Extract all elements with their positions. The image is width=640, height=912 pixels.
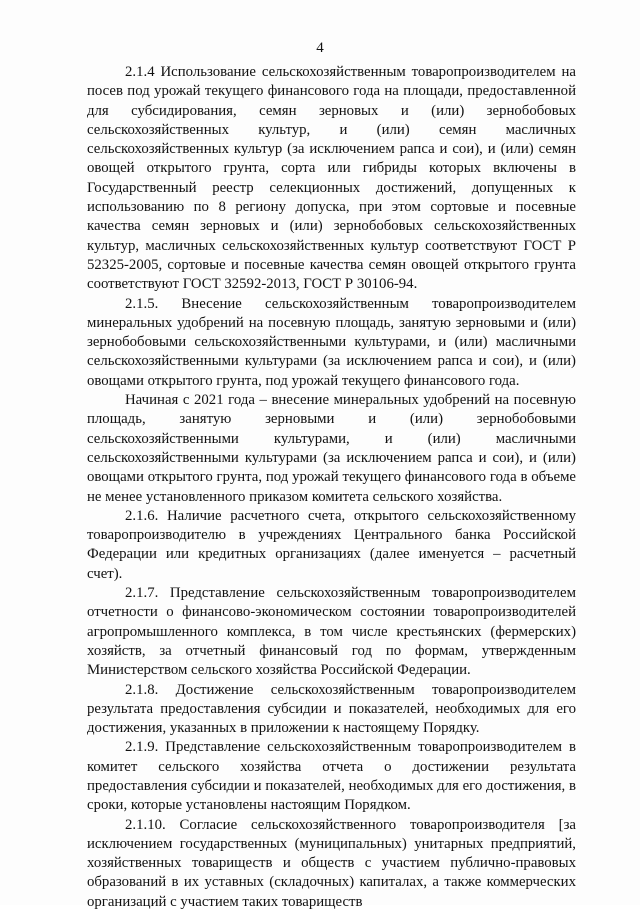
paragraph-2-1-9: 2.1.9. Представление сельскохозяйственным товаропроизводителем в комитет сельского хозяйства отчета о достижении результата предоставления субсидии и показателей, необходимых для его достижения, в сроки, которые установлены настоящим Порядком. bbox=[87, 739, 576, 814]
document-body bbox=[87, 63, 576, 912]
paragraph-2-1-4: 2.1.4 Использование сельскохозяйственным товаропроизводителем на посев под урожай текущего финансового года на площади, предоставленной для субсидирования, семян зерновых и (или) зернобобовых сельскохозяйственных культур, и (или) семян масличных сельскохозяйственных культур (за исключением рапса и сои), и (или) семян овощей открытого грунта, сорта или гибриды которых включены в Государственный реестр селекционных достижений, допущенных к использованию по 8 региону допуска, при этом сортовые и посевные качества семян зерновых и (или) зернобобовых сельскохозяйственных культур, масличных сельскохозяйственных культур соответствуют ГОСТ Р 52325-2005, сортовые и посевные качества семян овощей открытого грунта соответствуют ГОСТ 32592-2013, ГОСТ Р 30106-94. bbox=[87, 64, 576, 293]
paragraph-2-1-8: 2.1.8. Достижение сельскохозяйственным товаропроизводителем результата предоставления субсидии и показателей, необходимых для его достижения, указанных в приложении к настоящему Порядку. bbox=[87, 681, 576, 737]
paragraph-2-1-7: 2.1.7. Представление сельскохозяйственным товаропроизводителем отчетности о финансово-экономическом состоянии товаропроизводителей агропромышленного комплекса, в том числе крестьянских (фермерских) хозяйств, за отчетный финансовый год по формам, утвержденным Министерством сельского хозяйства Российской Федерации. bbox=[87, 585, 576, 679]
paragraph-2-1-10: 2.1.10. Согласие сельскохозяйственного товаропроизводителя [за исключением государственных (муниципальных) унитарных предприятий, хозяйственных товариществ и обществ с участием публично-правовых образований в их уставных (складочных) капиталах, а также коммерческих организаций с участием таких товариществ bbox=[87, 816, 576, 910]
paragraph-2-1-5-2021: Начиная с 2021 года – внесение минеральных удобрений на посевную площадь, занятую зерновыми и (или) зернобобовыми сельскохозяйственными культурами, и (или) масличными сельскохозяйственными культурами (за исключением рапса и сои), и (или) овощами открытого грунта, под урожай текущего финансового года в объеме не менее установленного приказом комитета сельского хозяйства. bbox=[87, 392, 576, 505]
paragraph-2-1-6: 2.1.6. Наличие расчетного счета, открытого сельскохозяйственному товаропроизводителю в учреждениях Центрального банка Российской Федерации или кредитных организациях (далее именуется – расчетный счет). bbox=[87, 507, 576, 582]
page-number: 4 bbox=[316, 40, 324, 56]
paragraph-2-1-5: 2.1.5. Внесение сельскохозяйственным товаропроизводителем минеральных удобрений на посевную площадь, занятую зерновыми и (или) зернобобовыми сельскохозяйственными культурами, и (или) масличными сельскохозяйственными культурами (за исключением рапса и сои), и (или) овощами открытого грунта, под урожай текущего финансового года. bbox=[87, 295, 576, 389]
